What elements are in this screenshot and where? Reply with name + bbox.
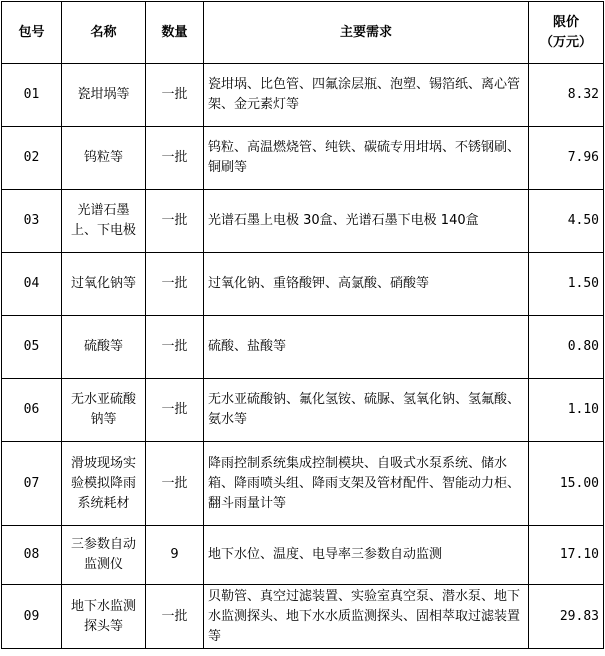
requirements-cell: 瓷坩埚、比色管、四氟涂层瓶、泡塑、锡箔纸、离心管架、金元素灯等	[204, 64, 529, 127]
package-cell: 09	[2, 585, 62, 649]
quantity-cell: 一批	[146, 190, 204, 253]
package-cell: 01	[2, 64, 62, 127]
price-cell: 29.83	[529, 585, 604, 649]
price-cell: 15.00	[529, 442, 604, 526]
quantity-cell: 一批	[146, 379, 204, 442]
quantity-cell: 一批	[146, 127, 204, 190]
table-row	[2, 316, 604, 379]
requirements-cell: 地下水位、温度、电导率三参数自动监测	[204, 526, 529, 585]
package-cell: 08	[2, 526, 62, 585]
requirements-cell: 钨粒、高温燃烧管、纯铁、碳硫专用坩埚、不锈钢刷、铜刷等	[204, 127, 529, 190]
header-price-label: 限价	[552, 14, 579, 30]
package-cell: 05	[2, 316, 62, 379]
header-row	[2, 2, 604, 64]
header-quantity: 数量	[146, 2, 204, 64]
package-cell: 02	[2, 127, 62, 190]
package-cell: 07	[2, 442, 62, 526]
price-cell: 1.50	[529, 253, 604, 316]
table-row	[2, 253, 604, 316]
package-cell: 06	[2, 379, 62, 442]
header-price	[529, 2, 604, 64]
price-cell: 8.32	[529, 64, 604, 127]
name-cell: 地下水监测探头等	[62, 585, 146, 649]
table-row	[2, 442, 604, 526]
name-cell: 无水亚硫酸钠等	[62, 379, 146, 442]
procurement-table	[1, 1, 604, 649]
table-row	[2, 585, 604, 649]
price-cell: 0.80	[529, 316, 604, 379]
name-cell: 滑坡现场实验模拟降雨系统耗材	[62, 442, 146, 526]
header-price-unit: （万元）	[539, 34, 592, 50]
requirements-cell: 过氧化钠、重铬酸钾、高氯酸、硝酸等	[204, 253, 529, 316]
price-cell: 4.50	[529, 190, 604, 253]
table-row	[2, 64, 604, 127]
name-cell: 光谱石墨上、下电极	[62, 190, 146, 253]
price-cell: 17.10	[529, 526, 604, 585]
quantity-cell: 一批	[146, 442, 204, 526]
name-cell: 瓷坩埚等	[62, 64, 146, 127]
requirements-cell: 贝勒管、真空过滤装置、实验室真空泵、潜水泵、地下水监测探头、地下水水质监测探头、固相萃取过滤装置等	[204, 585, 529, 649]
quantity-cell: 9	[146, 526, 204, 585]
requirements-cell: 硫酸、盐酸等	[204, 316, 529, 379]
price-cell: 1.10	[529, 379, 604, 442]
table-row	[2, 379, 604, 442]
package-cell: 03	[2, 190, 62, 253]
price-cell: 7.96	[529, 127, 604, 190]
requirements-cell: 无水亚硫酸钠、氟化氢铵、硫脲、氢氧化钠、氢氟酸、氨水等	[204, 379, 529, 442]
table-row	[2, 526, 604, 585]
quantity-cell: 一批	[146, 316, 204, 379]
name-cell: 过氧化钠等	[62, 253, 146, 316]
table-row	[2, 190, 604, 253]
header-requirements: 主要需求	[204, 2, 529, 64]
header-name: 名称	[62, 2, 146, 64]
package-cell: 04	[2, 253, 62, 316]
quantity-cell: 一批	[146, 585, 204, 649]
table-row	[2, 127, 604, 190]
name-cell: 三参数自动监测仪	[62, 526, 146, 585]
name-cell: 钨粒等	[62, 127, 146, 190]
header-package: 包号	[2, 2, 62, 64]
name-cell: 硫酸等	[62, 316, 146, 379]
quantity-cell: 一批	[146, 253, 204, 316]
quantity-cell: 一批	[146, 64, 204, 127]
requirements-cell: 降雨控制系统集成控制模块、自吸式水泵系统、储水箱、降雨喷头组、降雨支架及管材配件、智能动力柜、翻斗雨量计等	[204, 442, 529, 526]
requirements-cell: 光谱石墨上电极 30盒、光谱石墨下电极 140盒	[204, 190, 529, 253]
